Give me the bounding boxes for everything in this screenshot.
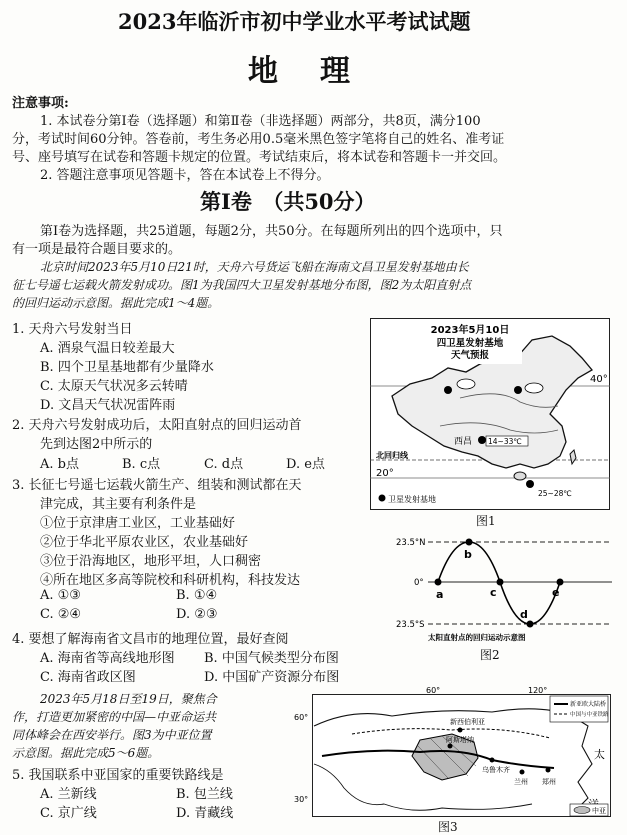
city-label: 兰州 [514, 778, 528, 786]
figure2-subsolar-diagram [394, 534, 614, 644]
option: D. e点 [286, 457, 325, 472]
ocean-label: 太 [594, 748, 605, 761]
legend-label: 新亚欧大陆桥 [570, 701, 607, 708]
option: A. 海南省等高线地形图 [40, 651, 175, 666]
launch-base-marker [478, 436, 486, 444]
question-stem: 3. 长征七号遥七运载火箭生产、组装和测试都在天 [12, 478, 302, 493]
option: A. 兰新线 [40, 787, 97, 802]
option: D. ②③ [176, 607, 218, 622]
passage-line: 征七号遥七运载火箭发射成功。图1为我国四大卫星发射基地分布图，图2为太阳直射点 [12, 278, 472, 292]
cloud-icon [525, 383, 543, 393]
map-title: 2023年5月10日 [430, 325, 510, 336]
option: D. 文昌天气状况雷阵雨 [40, 398, 176, 413]
tropic-label: 北回归线 [376, 451, 408, 460]
lat-label: 20° [376, 468, 394, 479]
lon-label: 60° [426, 686, 441, 695]
question-stem: 津完成，其主要有利条件是 [40, 497, 197, 512]
lat-label: 23.5°N [396, 538, 426, 548]
option: C. ②④ [40, 607, 82, 622]
passage-line: 示意图。据此完成5～6题。 [12, 746, 160, 760]
section-title: 第Ⅰ卷 （共50分） [200, 189, 376, 214]
temp-label: 25~28℃ [538, 489, 572, 498]
city-label: 阿斯塔纳 [446, 736, 474, 744]
condition: ③位于沿海地区，地形平坦，人口稠密 [40, 554, 262, 569]
question-stem: 2. 天舟六号发射成功后，太阳直射点的回归运动首 [12, 418, 302, 433]
question-stem: 5. 我国联系中亚国家的重要铁路线是 [12, 768, 224, 783]
option: C. 太原天气状况多云转晴 [40, 379, 188, 394]
figure3-caption: 图3 [438, 820, 458, 834]
notice-line: 号、座号填写在试卷和答题卡规定的位置。考试结束后，将本试卷和答题卡一并交回。 [12, 150, 507, 165]
temp-label: 14~33℃ [488, 437, 522, 446]
launch-base-marker [444, 386, 452, 394]
section-intro: 第Ⅰ卷为选择题，共25道题，每题2分，共50分。在每题所列出的四个选项中，只 [40, 224, 503, 239]
option: B. c点 [122, 457, 161, 472]
map-title: 天气预报 [450, 350, 490, 361]
lat-label: 30° [294, 795, 309, 804]
point-label: b [464, 548, 472, 561]
option: A. b点 [40, 457, 79, 472]
city-label: 西昌 [454, 437, 473, 447]
point-label: e [552, 586, 560, 599]
legend-label: 卫星发射基地 [388, 495, 436, 504]
notice-line: 2. 答题注意事项见答题卡，答在本试卷上不得分。 [40, 168, 330, 183]
launch-base-marker [514, 386, 522, 394]
option: C. 海南省政区图 [40, 670, 136, 685]
legend-label: 中亚 [592, 807, 606, 815]
option: A. ①③ [40, 588, 81, 603]
map-title: 四卫星发射基地 [436, 338, 504, 349]
passage-line: 的回归运动示意图。据此完成1～4题。 [12, 296, 220, 310]
condition: ②位于华北平原农业区，农业基础好 [40, 535, 249, 550]
notice-heading: 注意事项: [12, 96, 69, 111]
figure2-caption: 图2 [480, 648, 500, 662]
section-intro: 有一项是最符合题目要求的。 [12, 242, 182, 257]
subject-title: 地 理 [248, 54, 356, 89]
question-stem: 1. 天舟六号发射当日 [12, 322, 133, 337]
notice-line: 分，考试时间60分钟。答卷前，考生务必用0.5毫米黑色签字笔将自己的姓名、准考证 [12, 132, 505, 147]
passage-line: 作，打造更加紧密的中国—中亚命运共 [12, 710, 217, 724]
option: D. 青藏线 [176, 806, 234, 821]
lat-label: 23.5°S [396, 620, 425, 630]
passage-line: 北京时间2023年5月10日21时，天舟六号货运飞船在海南文昌卫星发射基地由长 [40, 260, 469, 274]
option: B. 四个卫星基地都有少量降水 [40, 360, 214, 375]
city-label: 郑州 [542, 778, 556, 786]
figure3-central-asia-map [292, 686, 614, 818]
option: B. 中国气候类型分布图 [204, 651, 339, 666]
figure1-caption: 图1 [476, 514, 496, 528]
lat-label: 0° [414, 578, 424, 588]
condition: ①位于京津唐工业区，工业基础好 [40, 516, 236, 531]
exam-title: 2023年临沂市初中学业水平考试试题 [118, 9, 471, 34]
diagram-title: 太阳直射点的回归运动示意图 [428, 633, 526, 642]
lat-label: 40° [590, 374, 608, 385]
notice-line: 1. 本试卷分第Ⅰ卷（选择题）和第Ⅱ卷（非选择题）两部分，共8页，满分100 [40, 114, 481, 129]
condition: ④所在地区多高等院校和科研机构，科技发达 [40, 573, 301, 588]
option: B. ①④ [176, 588, 218, 603]
point-label: a [436, 588, 444, 601]
option: B. 包兰线 [176, 787, 233, 802]
question-stem: 先到达图2中所示的 [40, 437, 153, 452]
passage-line: 同体峰会在西安举行。图3为中亚位置 [12, 728, 212, 742]
figure1-china-map [370, 318, 610, 510]
option: D. 中国矿产资源分布图 [204, 670, 340, 685]
city-label: 乌鲁木齐 [482, 766, 510, 774]
city-label: 新西伯利亚 [450, 718, 485, 726]
lat-label: 60° [294, 713, 309, 722]
legend-label: 中国与中亚铁路 [570, 712, 609, 718]
point-label: c [490, 586, 497, 599]
cloud-icon [457, 379, 475, 389]
option: A. 酒泉气温日较差最大 [40, 341, 175, 356]
passage-line: 2023年5月18日至19日，聚焦合 [40, 692, 217, 706]
option: C. 京广线 [40, 806, 97, 821]
point-label: d [520, 608, 528, 621]
question-stem: 4. 要想了解海南省文昌市的地理位置，最好查阅 [12, 632, 289, 647]
launch-base-marker [526, 480, 534, 488]
lon-label: 120° [528, 686, 548, 695]
option: C. d点 [204, 457, 244, 472]
